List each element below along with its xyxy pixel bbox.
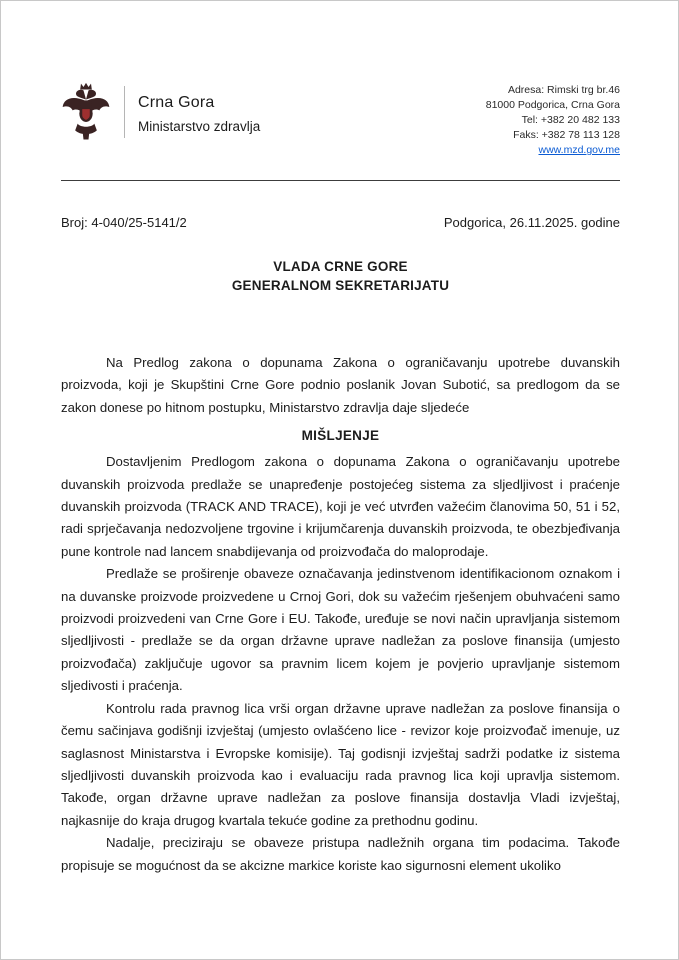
document-body [61,352,620,877]
org-department: Ministarstvo zdravlja [138,119,261,134]
contact-block [486,81,620,158]
header-divider [61,180,620,181]
body-paragraph-3: Kontrolu rada pravnog lica vrši organ državne uprave nadležan za poslove finansija o čemu sačinjava godišnji izvještaj (umjesto ovlašćeno lice - revizor koje proizvođač imenuje, uz saglasnost Ministarstva i Evropske komisije). Taj godisnji izvještaj sadrži podatke iz sistema sljedljivosti duvanskih proizvoda kao i evaluaciju rada pravnog lica koji upravlja sistemom. Takođe, organ državne uprave nadležan za poslove finansija dostavlja Vladi izvještaj, najkasnije do kraja drugog kvartala tekuće godine za prethodnu godinu. [61,700,620,828]
address-line-1: Adresa: Rimski trg br.46 [507,84,620,96]
org-name: Crna Gora [138,94,215,111]
phone-line: Tel: +382 20 482 133 [521,114,620,126]
doc-number: Broj: 4-040/25-5141/2 [61,215,187,230]
org-divider [124,86,125,138]
org-block [138,90,260,134]
letterhead-left [61,81,260,143]
address-line-2: 81000 Podgorica, Crna Gora [485,99,620,111]
recipient-line-2: GENERALNOM SEKRETARIJATU [231,278,450,293]
letterhead [61,81,620,158]
meta-row [61,215,620,230]
website-link[interactable]: www.mzd.gov.me [538,144,620,156]
place-date: Podgorica, 26.11.2025. godine [443,215,620,230]
fax-line: Faks: +382 78 113 128 [513,129,620,141]
recipient-line-1: VLADA CRNE GORE [273,259,408,274]
recipient-block [61,257,620,295]
body-paragraph-4: Nadalje, preciziraju se obaveze pristupa nadležnih organa tim podacima. Takođe propisuje se mogućnost da se akcizne markice koriste kao sigurnosni element ukoliko [61,835,620,873]
coat-of-arms-icon [61,81,111,143]
opinion-title: MIŠLJENJE [301,428,380,444]
intro-paragraph: Na Predlog zakona o dopunama Zakona o ograničavanju upotrebe duvanskih proizvoda, koji je Skupštini Crne Gore podnio poslanik Jovan Subotić, sa predlogom da se zakon donese po hitnom postupku, Ministarstvo zdravlja daje sljedeće [61,355,620,415]
body-paragraph-2: Predlaže se proširenje obaveze označavanja jedinstvenom identifikacionom oznakom i na duvanske proizvode proizvedene u Crnoj Gori, dok su važećim rješenjem obuhvaćeni samo proizvodi proizvedeni van Crne Gore i EU. Takođe, uređuje se novi način upravljanja sistemom sljedljivosti - predlaže se da organ državne uprave nadležan za poslove finansija (umjesto proizvođača) zaključuje ugovor sa pravnim licem kojem je povjerio upravljanje sistemom sljedivosti i praćenja. [61,566,620,694]
body-paragraph-1: Dostavljenim Predlogom zakona o dopunama Zakona o ograničavanju upotrebe duvanskih proizvoda predlaže se unapređenje postojećeg sistema za sljedljivost i praćenje duvanskih proizvoda (TRACK AND TRACE), koji je već utvrđen važećim članovima 50, 51 i 52, radi sprječavanja nedozvoljene trgovine i krijumčarenja duvanskih proizvoda, te obezbjeđivanja pune kontrole nad lancem snabdijevanja od proizvođača do maloprodaje. [61,454,620,559]
